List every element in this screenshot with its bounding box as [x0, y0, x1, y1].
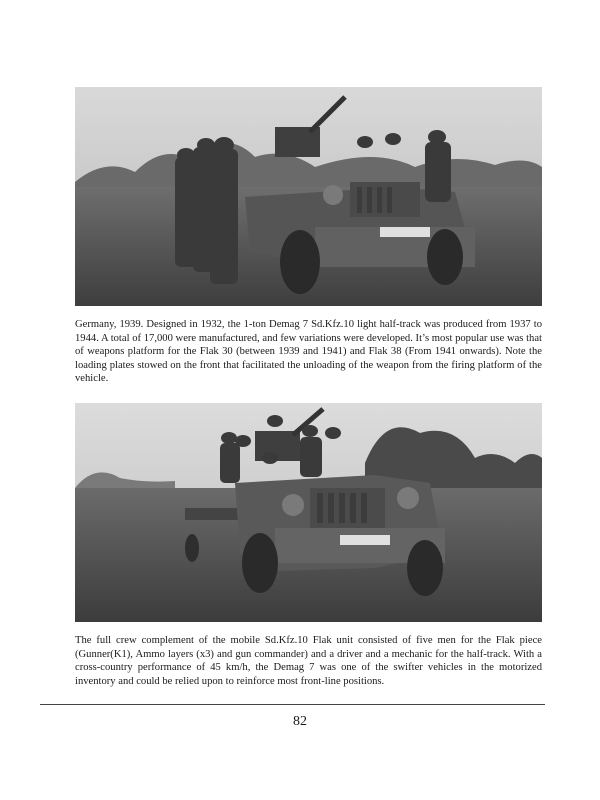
photo-caption: The full crew complement of the mobile Sd.Kfz.10 Flak unit consisted of five men for the Flak piece (Gunner(K1), Ammo layers (x3) and gun commander) and a driver and a mechanic for the half-track. With a cross-country performance of 45 km/h, the Demag 7 was one of the swifter vehicles in the motorized inventory and could be relied upon to reinforce most front-line positions. [75, 635, 542, 687]
photo-halftrack-crew [75, 87, 542, 306]
photo-halftrack-flak-unit [75, 403, 542, 622]
page-number: 82 [293, 714, 307, 729]
photo-caption: Germany, 1939. Designed in 1932, the 1-ton Demag 7 Sd.Kfz.10 light half-track was produced from 1937 to 1944. A total of 17,000 were manufactured, and few variations were developed. It’s most popular use was that of weapons platform for the Flak 30 (between 1939 and 1941) and Flak 38 (From 1941 onwards). Note the loading plates stowed on the front that facilitated the unloading of the weapon from the firing platform of the vehicle. [75, 319, 542, 385]
footer-divider [40, 704, 545, 705]
